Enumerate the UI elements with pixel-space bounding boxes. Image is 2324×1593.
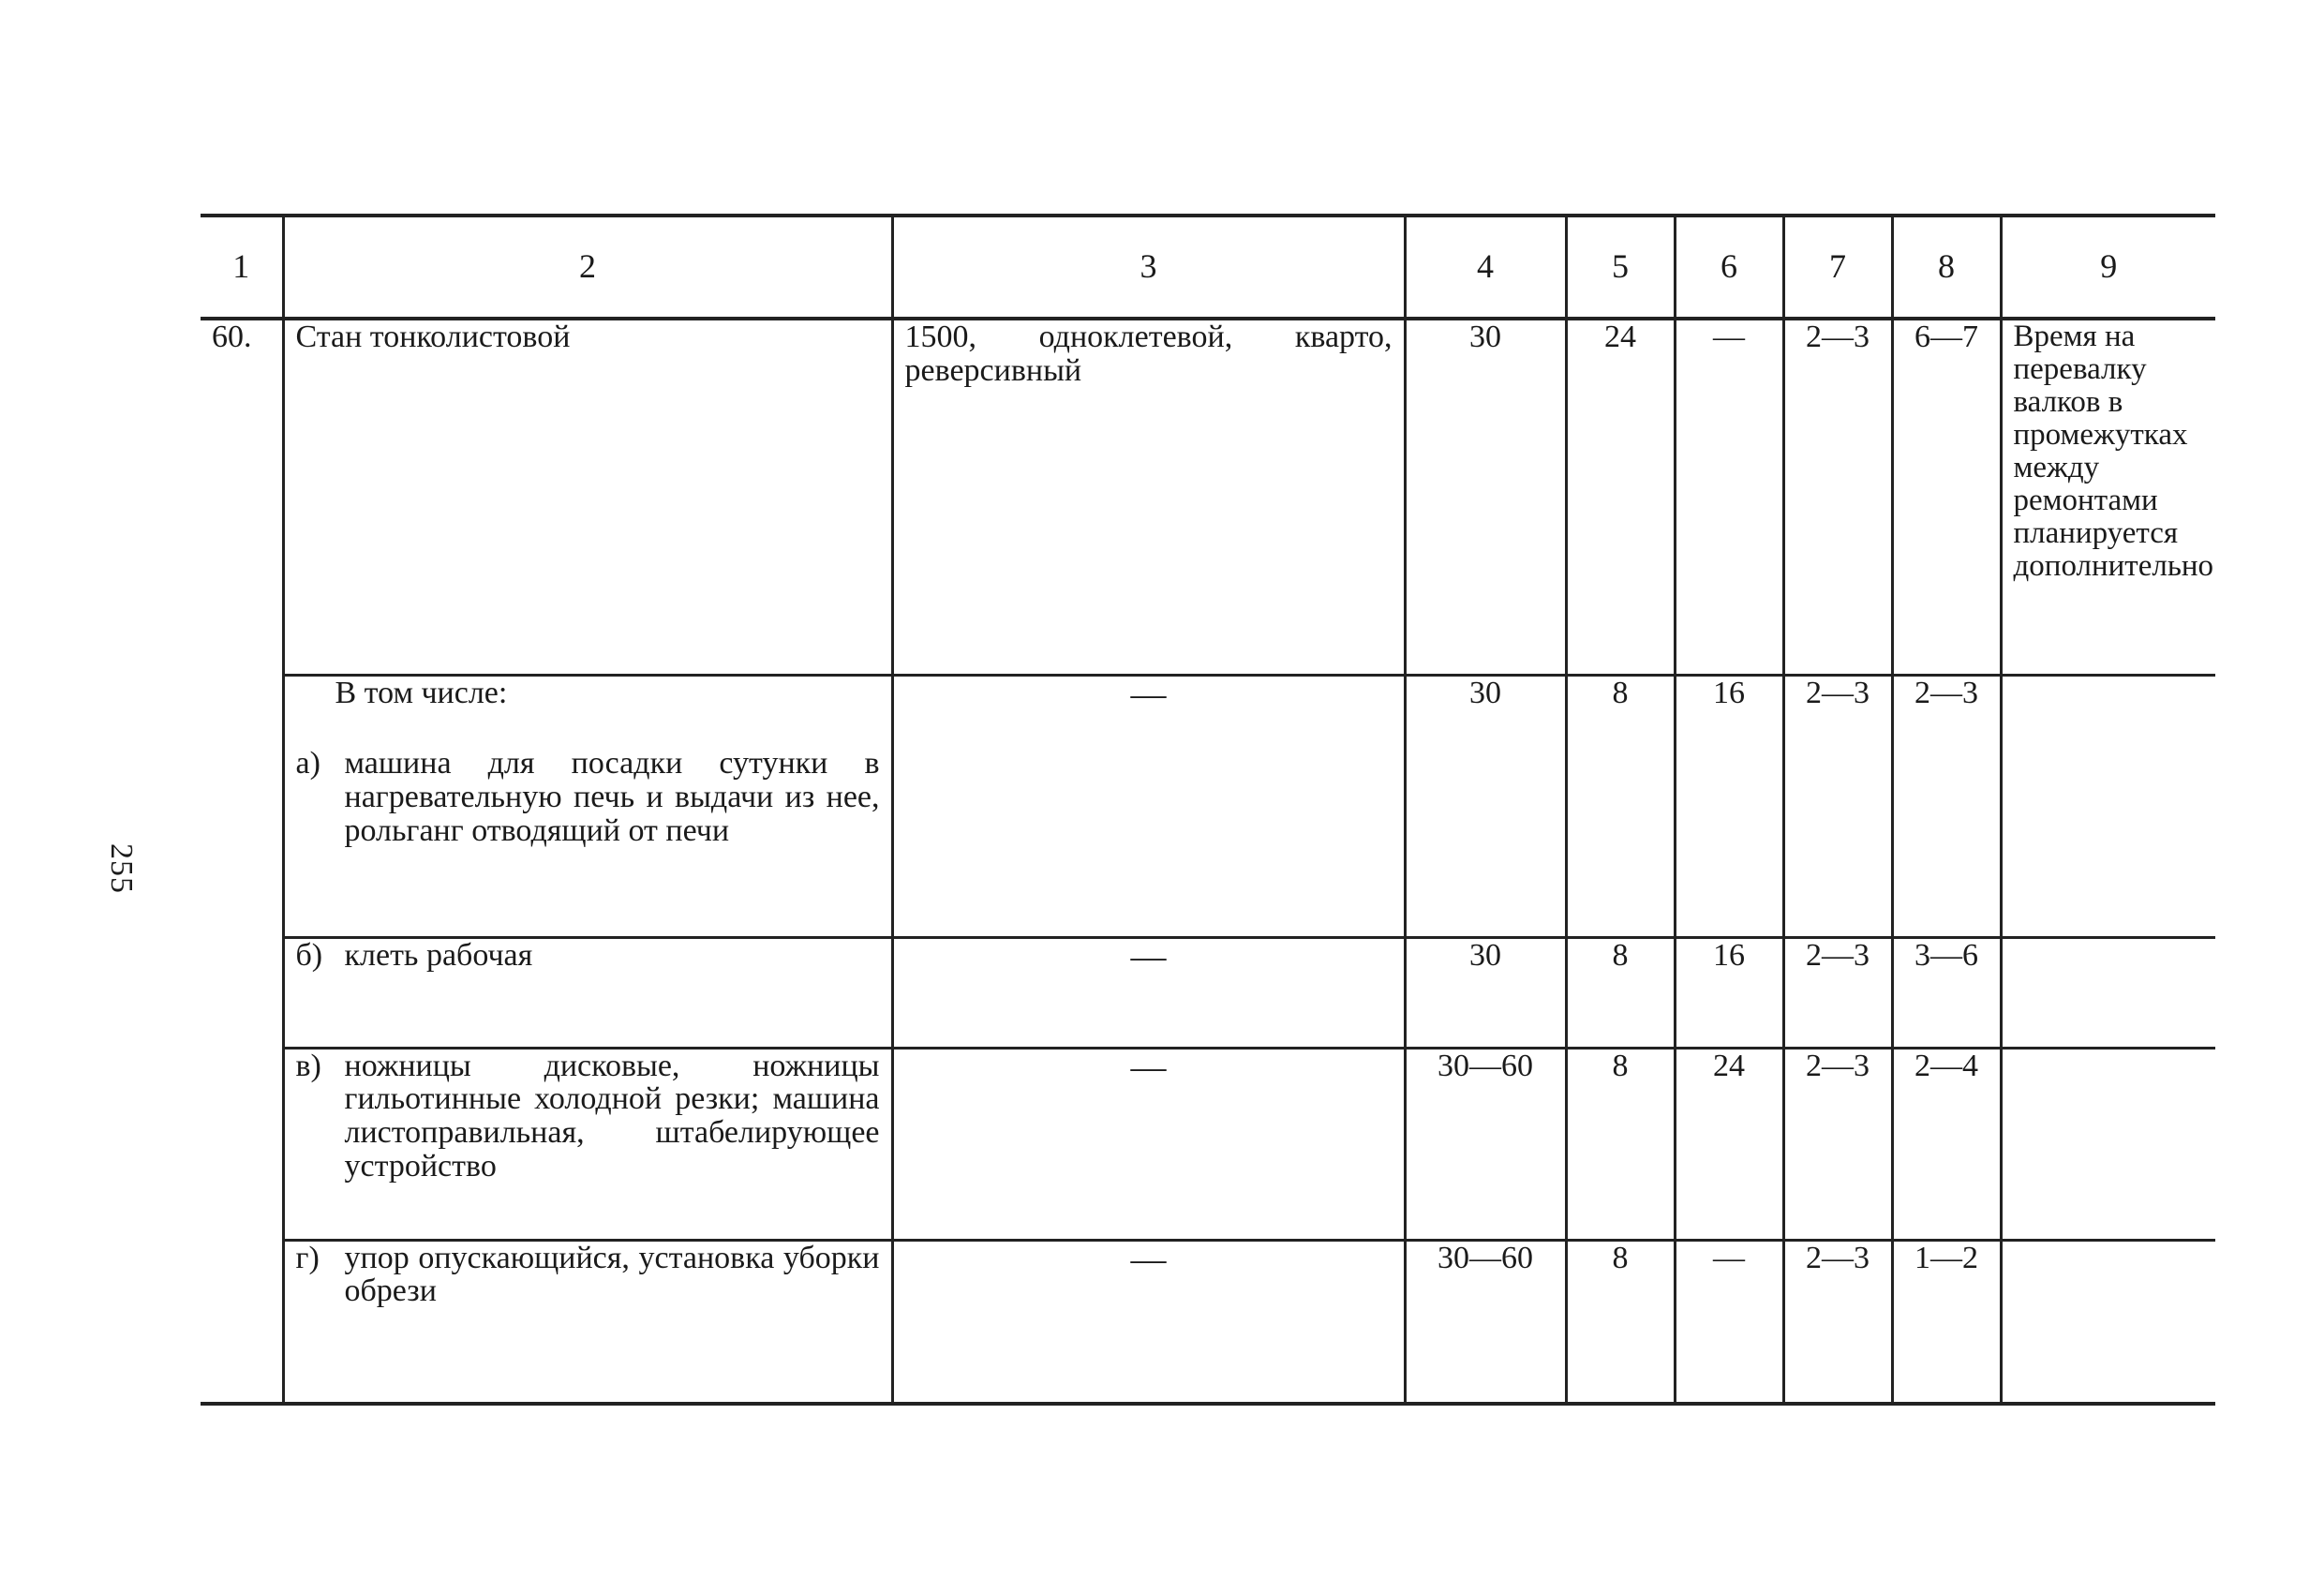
cell-col-3: —: [892, 675, 1405, 937]
cell-col-9: [2001, 1240, 2215, 1404]
cell-col-8: 2—3: [1892, 675, 2001, 937]
cell-col-7: 2—3: [1783, 937, 1892, 1048]
cell-col-6: —: [1675, 1240, 1783, 1404]
empty-num-cell: [201, 1240, 283, 1404]
cell-col-6: 16: [1675, 675, 1783, 937]
item-name: ножницы дисковые, ножницы гильотинные холодной резки; машина листоправильная, штабелирующее устройство: [344, 1048, 880, 1184]
cell-col-4: 30: [1405, 937, 1566, 1048]
header-col-7: 7: [1783, 216, 1892, 319]
cell-col-7: 2—3: [1783, 1048, 1892, 1240]
cell-col-9: [2001, 675, 2215, 937]
item-letter: г): [295, 1240, 320, 1275]
table-row-c: [201, 1048, 2215, 1240]
equipment-table: [201, 214, 2215, 1406]
item-letter: б): [295, 937, 323, 973]
table-row-a: [201, 675, 2215, 937]
cell-col-5: 8: [1566, 675, 1675, 937]
cell-col-9: [2001, 1048, 2215, 1240]
cell-col-5: 8: [1566, 1240, 1675, 1404]
cell-col-7: 2—3: [1783, 1240, 1892, 1404]
header-col-3: 3: [892, 216, 1405, 319]
cell-col-6: 16: [1675, 937, 1783, 1048]
header-col-9: 9: [2001, 216, 2215, 319]
cell-col-8: 1—2: [1892, 1240, 2001, 1404]
cell-col-4: 30—60: [1405, 1048, 1566, 1240]
table-row-b: [201, 937, 2215, 1048]
equipment-name: Стан тонколистовой: [283, 319, 892, 675]
item-name: машина для посадки сутунки в нагревательную печь и выдачи из нее, рольганг отводящий от печи: [344, 746, 880, 848]
page-number: 255: [104, 843, 139, 894]
cell-col-8: 6—7: [1892, 319, 2001, 675]
empty-num-cell: [201, 937, 283, 1048]
item-letter: в): [295, 1048, 321, 1083]
intro-text: В том числе:: [335, 675, 508, 710]
row-number: 60.: [212, 320, 252, 354]
cell-col-7: 2—3: [1783, 675, 1892, 937]
header-col-2: 2: [283, 216, 892, 319]
header-row: [201, 216, 2215, 319]
cell-col-6: —: [1675, 319, 1783, 675]
item-letter: а): [295, 746, 320, 782]
cell-col-3: —: [892, 1048, 1405, 1240]
cell-col-3: —: [892, 1240, 1405, 1404]
header-col-4: 4: [1405, 216, 1566, 319]
cell-col-6: 24: [1675, 1048, 1783, 1240]
sub-item-c: [283, 1048, 892, 1240]
header-col-8: 8: [1892, 216, 2001, 319]
note-cell: Время на перевалку валков в промежутках между ремонтами планируется дополнительно: [2001, 319, 2215, 675]
table-row-60: [201, 319, 2215, 675]
empty-num-cell: [201, 675, 283, 937]
sub-item-d: [283, 1240, 892, 1404]
header-col-5: 5: [1566, 216, 1675, 319]
cell-col-8: 3—6: [1892, 937, 2001, 1048]
empty-num-cell: [201, 1048, 283, 1240]
equipment-spec: 1500, одноклетевой, кварто, реверсивный: [892, 319, 1405, 675]
item-name: упор опускающийся, установка уборки обрези: [344, 1240, 880, 1309]
cell-col-8: 2—4: [1892, 1048, 2001, 1240]
cell-col-5: 8: [1566, 1048, 1675, 1240]
header-col-1: 1: [232, 247, 250, 286]
item-name: клеть рабочая: [344, 937, 533, 973]
cell-col-5: 8: [1566, 937, 1675, 1048]
cell-col-4: 30—60: [1405, 1240, 1566, 1404]
cell-col-9: [2001, 937, 2215, 1048]
cell-col-5: 24: [1566, 319, 1675, 675]
table-row-d: [201, 1240, 2215, 1404]
sub-item-b: [283, 937, 892, 1048]
cell-col-3: —: [892, 937, 1405, 1048]
cell-col-4: 30: [1405, 675, 1566, 937]
header-col-6: 6: [1675, 216, 1783, 319]
cell-col-4: 30: [1405, 319, 1566, 675]
cell-col-7: 2—3: [1783, 319, 1892, 675]
sub-item-a: [283, 675, 892, 937]
